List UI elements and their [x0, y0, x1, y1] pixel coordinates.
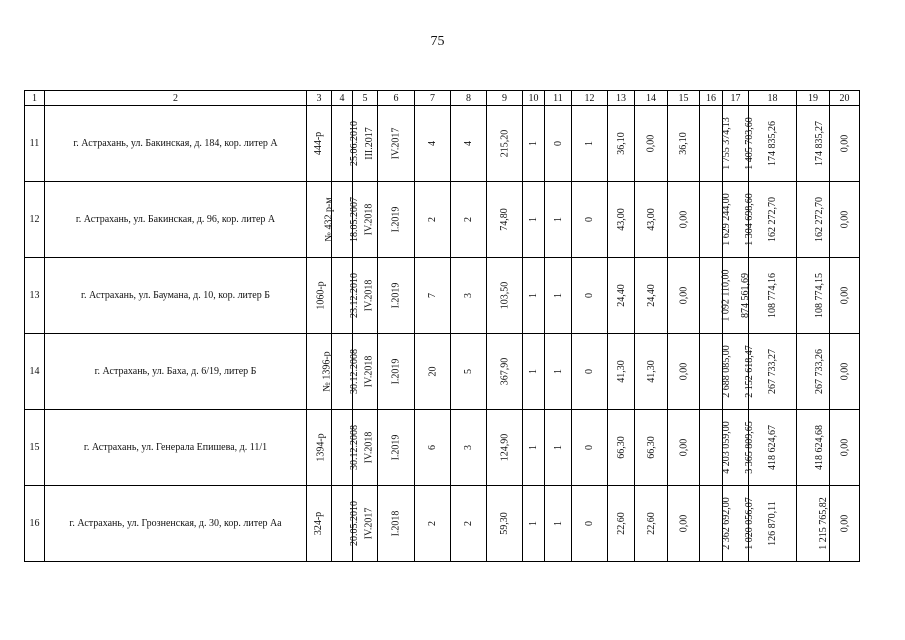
cell-area-total	[487, 334, 523, 410]
table-body	[25, 106, 860, 562]
cell-value: 418 624,68	[814, 425, 825, 470]
cell-rooms-municipal	[572, 182, 608, 258]
cell-value: IV.2018	[363, 279, 375, 312]
data-table	[24, 90, 860, 562]
cell-area-settle	[608, 410, 635, 486]
cell-cost-total	[700, 486, 732, 562]
cell-value: 41,30	[615, 360, 627, 383]
cell-value: 874 561,69	[740, 273, 751, 318]
page-number: 75	[430, 34, 445, 49]
cell-value: 418 624,67	[767, 425, 778, 470]
column-header-11: 11	[545, 91, 572, 106]
cell-area-owned	[635, 486, 668, 562]
column-header-12: 12	[572, 91, 608, 106]
cell-value: № 1396-р	[321, 351, 333, 392]
cell-value: IV.2017	[363, 507, 375, 540]
cell-end-period	[378, 486, 415, 562]
cell-decree-number	[307, 486, 332, 562]
cell-value: 5	[463, 369, 474, 374]
cell-area-owned	[635, 410, 668, 486]
column-header-15: 15	[668, 91, 700, 106]
cell-value: 1060-р	[315, 281, 327, 310]
cell-families	[451, 182, 487, 258]
cell-value: 0,00	[678, 286, 689, 305]
cell-area-settle	[608, 106, 635, 182]
cell-rooms-municipal	[572, 106, 608, 182]
cell-value: 1	[528, 445, 539, 450]
cell-area-settle	[608, 334, 635, 410]
column-header-18: 18	[749, 91, 797, 106]
cell-value: 22,60	[615, 512, 627, 535]
cell-area-total	[487, 182, 523, 258]
cell-value: IV.2018	[363, 355, 375, 388]
cell-address: г. Астрахань, ул. Грозненская, д. 30, кор. литер Аа	[45, 486, 307, 562]
column-header-2: 2	[45, 91, 307, 106]
cell-value: IV.2018	[363, 431, 375, 464]
cell-value: I.2019	[390, 434, 402, 461]
cell-area-total	[487, 258, 523, 334]
cell-row-number: 13	[25, 258, 45, 334]
cell-residents-total	[415, 182, 451, 258]
column-header-16: 16	[700, 91, 723, 106]
cell-value: 25.06.2010	[349, 121, 360, 166]
cell-value: 0,00	[839, 514, 850, 533]
cell-extra-funds	[830, 182, 860, 258]
cell-address: г. Астрахань, ул. Генерала Епишева, д. 11/1	[45, 410, 307, 486]
cell-value: 0,00	[839, 210, 850, 229]
cell-value: 0,00	[839, 134, 850, 153]
column-header-6: 6	[378, 91, 415, 106]
cell-row-number: 16	[25, 486, 45, 562]
cell-area-owned	[635, 258, 668, 334]
cell-extra-funds	[830, 106, 860, 182]
cell-rooms-owned	[545, 334, 572, 410]
cell-value: 108 774,15	[814, 273, 825, 318]
cell-value: 2	[463, 217, 474, 222]
cell-value: 267 733,26	[814, 349, 825, 394]
cell-area-owned	[635, 182, 668, 258]
cell-extra-funds	[830, 486, 860, 562]
cell-area-municipal	[668, 334, 700, 410]
cell-value: 0	[584, 521, 595, 526]
cell-rooms-owned	[545, 182, 572, 258]
cell-budget-local	[797, 486, 830, 562]
cell-value: 36,10	[615, 132, 627, 155]
cell-value: 4	[463, 141, 474, 146]
table-row	[25, 410, 860, 486]
column-header-1: 1	[25, 91, 45, 106]
column-header-14: 14	[635, 91, 668, 106]
cell-decree-date	[332, 410, 360, 486]
cell-value: 162 272,70	[767, 197, 778, 242]
cell-rooms-total	[523, 334, 545, 410]
table-row	[25, 106, 860, 182]
cell-families	[451, 334, 487, 410]
cell-value: IV.2018	[363, 203, 375, 236]
cell-value: 1 092 110,00	[720, 269, 732, 322]
cell-value: 444-р	[313, 131, 325, 156]
cell-residents-total	[415, 106, 451, 182]
cell-address: г. Астрахань, ул. Баха, д. 6/19, литер Б	[45, 334, 307, 410]
cell-value: 1	[552, 369, 564, 374]
cell-value: 66,30	[645, 436, 657, 459]
cell-value: I.2019	[390, 206, 402, 233]
cell-address: г. Астрахань, ул. Бакинская, д. 184, кор. литер А	[45, 106, 307, 182]
cell-families	[451, 106, 487, 182]
table-row	[25, 486, 860, 562]
cell-value: 0,00	[678, 514, 689, 533]
cell-end-period	[378, 334, 415, 410]
cell-value: 1	[552, 217, 564, 222]
cell-row-number: 11	[25, 106, 45, 182]
cell-decree-date	[332, 334, 360, 410]
cell-value: 1	[528, 369, 539, 374]
cell-residents-total	[415, 334, 451, 410]
cell-cost-total	[700, 258, 732, 334]
cell-budget-local	[797, 410, 830, 486]
column-header-17: 17	[723, 91, 749, 106]
cell-residents-total	[415, 258, 451, 334]
column-header-7: 7	[415, 91, 451, 106]
cell-value: 1	[584, 141, 595, 146]
cell-budget-subject	[749, 486, 797, 562]
cell-value: 22,60	[645, 512, 657, 535]
cell-area-settle	[608, 486, 635, 562]
cell-value: 0,00	[645, 134, 657, 153]
table-row	[25, 334, 860, 410]
cell-area-settle	[608, 258, 635, 334]
cell-value: 7	[427, 293, 438, 298]
column-header-20: 20	[830, 91, 860, 106]
cell-value: 0,00	[678, 210, 689, 229]
cell-value: 59,30	[499, 512, 510, 535]
cell-value: 0,00	[839, 286, 850, 305]
cell-area-settle	[608, 182, 635, 258]
cell-area-total	[487, 410, 523, 486]
cell-value: 0	[584, 369, 595, 374]
cell-value: 108 774,16	[767, 273, 778, 318]
cell-decree-number	[307, 106, 332, 182]
cell-value: 1	[528, 521, 539, 526]
cell-value: 30.12.2008	[349, 349, 360, 394]
cell-budget-subject	[749, 410, 797, 486]
cell-rooms-total	[523, 182, 545, 258]
column-header-3: 3	[307, 91, 332, 106]
cell-value: 0	[584, 293, 595, 298]
cell-value: 126 870,11	[766, 501, 778, 546]
cell-value: 0	[584, 217, 595, 222]
cell-decree-date	[332, 106, 360, 182]
cell-value: 41,30	[645, 360, 657, 383]
cell-value: 74,80	[499, 208, 510, 231]
cell-value: IV.2017	[390, 127, 402, 160]
cell-value: 0,00	[678, 438, 689, 457]
cell-row-number: 15	[25, 410, 45, 486]
table-row	[25, 182, 860, 258]
column-header-9: 9	[487, 91, 523, 106]
cell-area-municipal	[668, 410, 700, 486]
cell-address: г. Астрахань, ул. Баумана, д. 10, кор. литер Б	[45, 258, 307, 334]
cell-value: 0,00	[678, 362, 689, 381]
cell-value: 2 152 618,47	[743, 345, 755, 398]
cell-value: 1394-р	[315, 433, 327, 462]
cell-decree-number	[307, 334, 332, 410]
cell-decree-number	[307, 410, 332, 486]
cell-area-total	[487, 486, 523, 562]
cell-budget-local	[797, 258, 830, 334]
cell-value: 1	[552, 293, 564, 298]
column-header-4: 4	[332, 91, 353, 106]
cell-value: 1	[528, 141, 539, 146]
cell-rooms-owned	[545, 258, 572, 334]
cell-rooms-owned	[545, 486, 572, 562]
cell-value: 162 272,70	[814, 197, 825, 242]
cell-rooms-total	[523, 410, 545, 486]
cell-end-period	[378, 182, 415, 258]
cell-value: 1 629 244,00	[720, 193, 732, 246]
cell-decree-date	[332, 258, 360, 334]
cell-value: 174 835,26	[767, 121, 778, 166]
cell-value: 1 304 698,60	[743, 193, 755, 246]
cell-address: г. Астрахань, ул. Бакинская, д. 96, кор. литер А	[45, 182, 307, 258]
column-header-19: 19	[797, 91, 830, 106]
cell-residents-total	[415, 486, 451, 562]
cell-value: 66,30	[615, 436, 627, 459]
cell-value: 4	[427, 141, 438, 146]
table-row	[25, 258, 860, 334]
cell-residents-total	[415, 410, 451, 486]
cell-value: 1	[528, 217, 539, 222]
cell-value: 43,00	[615, 208, 627, 231]
cell-value: 124,90	[499, 433, 510, 462]
column-header-10: 10	[523, 91, 545, 106]
cell-end-period	[378, 258, 415, 334]
cell-rooms-total	[523, 486, 545, 562]
cell-value: 215,20	[499, 129, 510, 158]
cell-value: 367,90	[499, 357, 510, 386]
cell-families	[451, 486, 487, 562]
cell-decree-date	[332, 486, 360, 562]
cell-value: 0	[584, 445, 595, 450]
cell-value: I.2019	[390, 358, 402, 385]
cell-value: 2 362 692,00	[720, 497, 732, 550]
cell-extra-funds	[830, 258, 860, 334]
cell-value: I.2018	[390, 510, 402, 537]
cell-value: 2 688 085,00	[720, 345, 732, 398]
cell-cost-total	[700, 106, 732, 182]
cell-cost-total	[700, 182, 732, 258]
cell-value: 1	[552, 521, 564, 526]
cell-value: 2	[427, 521, 438, 526]
cell-value: № 432 р-м	[323, 197, 335, 242]
cell-rooms-total	[523, 258, 545, 334]
cell-budget-subject	[749, 258, 797, 334]
cell-value: 20	[427, 366, 438, 377]
cell-value: 267 733,27	[767, 349, 778, 394]
cell-value: 2	[463, 521, 474, 526]
column-header-13: 13	[608, 91, 635, 106]
cell-area-owned	[635, 334, 668, 410]
column-header-5: 5	[353, 91, 378, 106]
cell-budget-subject	[749, 334, 797, 410]
cell-value: 1	[552, 445, 564, 450]
cell-value: 1 020 056,07	[743, 497, 755, 550]
cell-decree-number	[307, 258, 332, 334]
cell-area-municipal	[668, 182, 700, 258]
cell-value: 174 835,27	[814, 121, 825, 166]
cell-value: 43,00	[645, 208, 657, 231]
cell-value: 1 755 374,13	[720, 117, 732, 170]
cell-value: 18.05.2007	[349, 197, 360, 242]
cell-area-municipal	[668, 106, 700, 182]
cell-value: 36,10	[678, 132, 689, 155]
cell-cost-total	[700, 334, 732, 410]
cell-area-total	[487, 106, 523, 182]
cell-budget-subject	[749, 182, 797, 258]
header-row	[25, 91, 860, 106]
cell-rooms-municipal	[572, 334, 608, 410]
cell-end-period	[378, 106, 415, 182]
cell-value: 6	[427, 445, 438, 450]
cell-value: 0,00	[839, 438, 850, 457]
cell-value: 1 405 703,60	[743, 117, 755, 170]
cell-row-number: 14	[25, 334, 45, 410]
cell-value: 20.05.2010	[349, 501, 360, 546]
cell-budget-subject	[749, 106, 797, 182]
cell-extra-funds	[830, 410, 860, 486]
column-header-8: 8	[451, 91, 487, 106]
cell-value: 0	[552, 141, 564, 146]
cell-value: 24,40	[645, 284, 657, 307]
cell-value: 3	[463, 445, 474, 450]
cell-budget-local	[797, 106, 830, 182]
cell-value: 1	[528, 293, 539, 298]
cell-extra-funds	[830, 334, 860, 410]
cell-decree-date	[332, 182, 360, 258]
cell-value: 1 215 765,82	[817, 497, 829, 550]
cell-rooms-owned	[545, 410, 572, 486]
cell-area-municipal	[668, 486, 700, 562]
cell-value: 24,40	[615, 284, 627, 307]
cell-families	[451, 410, 487, 486]
cell-value: 103,50	[499, 281, 510, 310]
cell-value: 2	[427, 217, 438, 222]
cell-value: 324-р	[313, 511, 325, 536]
cell-value: 3	[463, 293, 474, 298]
cell-rooms-owned	[545, 106, 572, 182]
cell-row-number: 12	[25, 182, 45, 258]
cell-cost-total	[700, 410, 732, 486]
cell-rooms-municipal	[572, 410, 608, 486]
cell-area-municipal	[668, 258, 700, 334]
cell-area-owned	[635, 106, 668, 182]
cell-end-period	[378, 410, 415, 486]
cell-budget-local	[797, 334, 830, 410]
cell-value: 3 365 809,65	[743, 421, 755, 474]
cell-rooms-total	[523, 106, 545, 182]
cell-budget-local	[797, 182, 830, 258]
cell-value: III.2017	[363, 127, 375, 160]
cell-value: 4 203 059,00	[720, 421, 732, 474]
cell-value: 0,00	[839, 362, 850, 381]
cell-value: 30.12.2008	[349, 425, 360, 470]
cell-rooms-municipal	[572, 258, 608, 334]
cell-decree-number	[307, 182, 335, 258]
cell-families	[451, 258, 487, 334]
cell-value: 23.12.2010	[349, 273, 360, 318]
cell-value: I.2019	[390, 282, 402, 309]
cell-rooms-municipal	[572, 486, 608, 562]
